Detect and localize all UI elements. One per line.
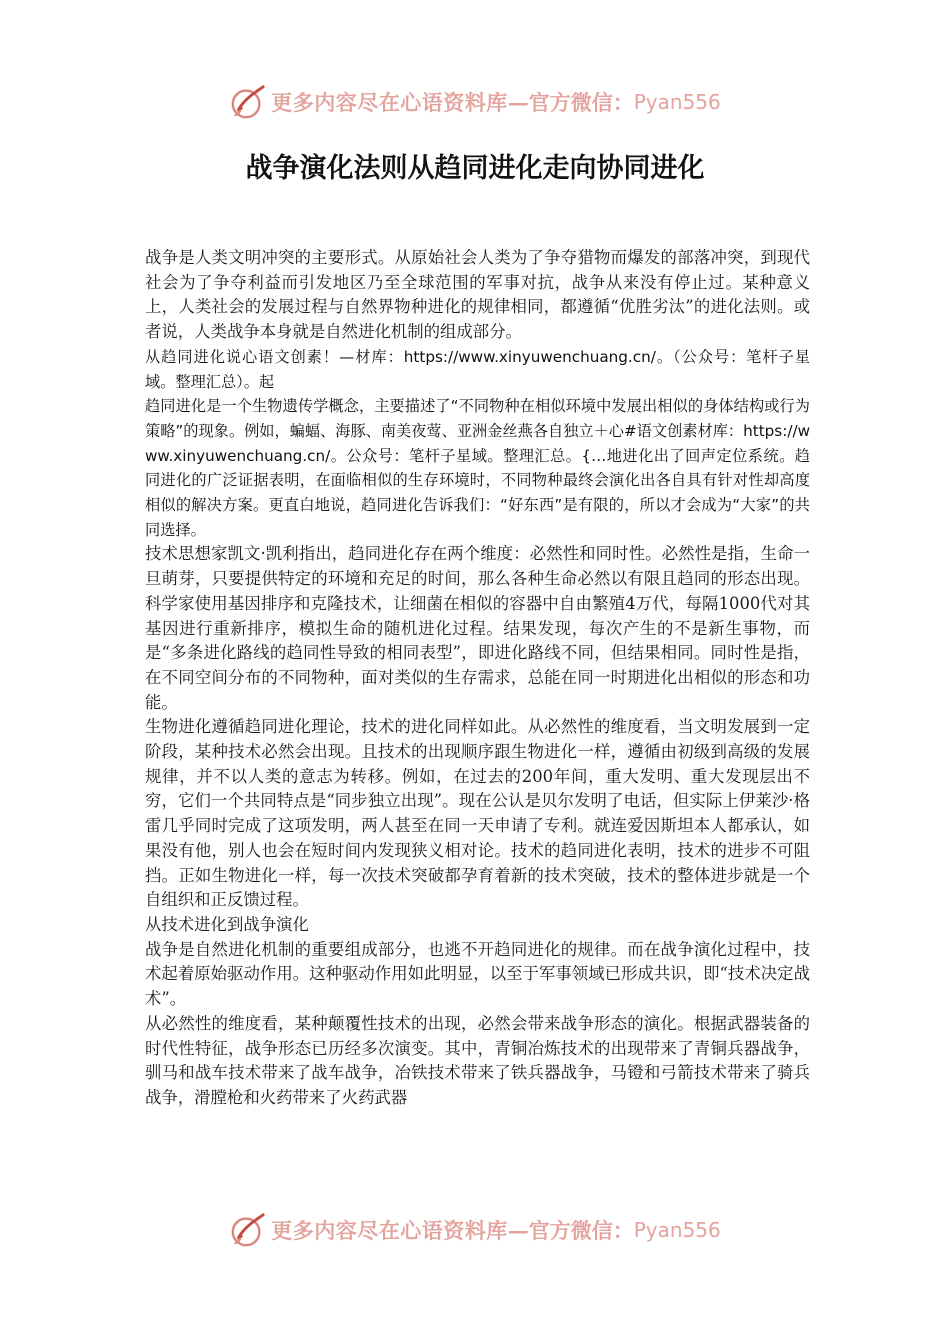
banner-wechat-label: 官方微信：	[528, 90, 634, 115]
banner-wechat-id: Pyan556	[633, 1218, 721, 1242]
document-body	[145, 246, 810, 1111]
banner-wechat-label: 官方微信：	[528, 1218, 634, 1243]
brush-pen-logo-icon	[229, 83, 267, 121]
paragraph: 技术思想家凯文·凯利指出，趋同进化存在两个维度：必然性和同时性。必然性是指，生命一旦萌芽，只要提供特定的环境和充足的时间，那么各种生命必然以有限且趋同的形态出现。科学家使用基因排序和克隆技术，让细菌在相似的容器中自由繁殖4万代，每隔1000代对其基因进行重新排序，模拟生命的随机进化过程。结果发现，每次产生的不是新生事物，而是“多条进化路线的趋同性导致的相同表型”，即进化路线不同，但结果相同。同时性是指，在不同空间分布的不同物种，面对类似的生存需求，总能在同一时期进化出相似的形态和功能。	[145, 544, 810, 712]
paragraph: 从必然性的维度看，某种颠覆性技术的出现，必然会带来战争形态的演化。根据武器装备的时代性特征，战争形态已历经多次演变。其中，青铜冶炼技术的出现带来了青铜兵器战争，驯马和战车技术带来了战车战争，冶铁技术带来了铁兵器战争，马镫和弓箭技术带来了骑兵战争，滑膛枪和火药带来了火药武器	[145, 1013, 810, 1107]
brush-pen-logo-icon	[229, 1211, 267, 1249]
banner-dash: —	[507, 89, 529, 115]
banner-brand-text: 更多内容尽在心语资料库	[271, 90, 508, 115]
banner-brand-text: 更多内容尽在心语资料库	[271, 1218, 508, 1243]
footer-banner	[0, 1208, 950, 1252]
header-banner	[0, 80, 950, 124]
paragraph-inserted-note: 从趋同进化说心语文创素！—材库：https://www.xinyuwenchuang.cn/。（公众号：笔杆子星域。整理汇总）。起	[145, 347, 810, 391]
document-title: 战争演化法则从趋同进化走向协同进化	[245, 153, 705, 184]
paragraph-sans: 趋同进化是一个生物遗传学概念，主要描述了“不同物种在相似环境中发展出相似的身体结构或行为策略”的现象。例如，蝙蝠、海豚、南美夜莺、亚洲金丝燕各自独立＋心#语文创素材库：https://www.xinyuwenchuang.cn/。公众号：笔杆子星域。整理汇总。{…地进化出了回声定位系统。趋同进化的广泛证据表明，在面临相似的生存环境时，不同物种最终会演化出各自具有针对性却高度相似的解决方案。更直白地说，趋同进化告诉我们：“好东西”是有限的，所以才会成为“大家”的共同选择。	[145, 397, 810, 539]
section-heading: 从技术进化到战争演化	[145, 914, 309, 934]
paragraph: 战争是人类文明冲突的主要形式。从原始社会人类为了争夺猎物而爆发的部落冲突，到现代社会为了争夺利益而引发地区乃至全球范围的军事对抗，战争从来没有停止过。某种意义上，人类社会的发展过程与自然界物种进化的规律相同，都遵循“优胜劣汰”的进化法则。或者说，人类战争本身就是自然进化机制的组成部分。	[145, 248, 810, 342]
paragraph: 战争是自然进化机制的重要组成部分，也逃不开趋同进化的规律。而在战争演化过程中，技术起着原始驱动作用。这种驱动作用如此明显，以至于军事领域已形成共识，即“技术决定战术”。	[145, 939, 810, 1009]
paragraph: 生物进化遵循趋同进化理论，技术的进化同样如此。从必然性的维度看，当文明发展到一定阶段，某种技术必然会出现。且技术的出现顺序跟生物进化一样，遵循由初级到高级的发展规律，并不以人类的意志为转移。例如，在过去的200年间，重大发明、重大发现层出不穷，它们一个共同特点是“同步独立出现”。现在公认是贝尔发明了电话，但实际上伊莱沙·格雷几乎同时完成了这项发明，两人甚至在同一天申请了专利。就连爱因斯坦本人都承认，如果没有他，别人也会在短时间内发现狭义相对论。技术的趋同进化表明，技术的进步不可阻挡。正如生物进化一样，每一次技术突破都孕育着新的技术突破，技术的整体进步就是一个自组织和正反馈过程。	[145, 717, 810, 910]
banner-dash: —	[507, 1217, 529, 1243]
banner-wechat-id: Pyan556	[633, 90, 721, 114]
